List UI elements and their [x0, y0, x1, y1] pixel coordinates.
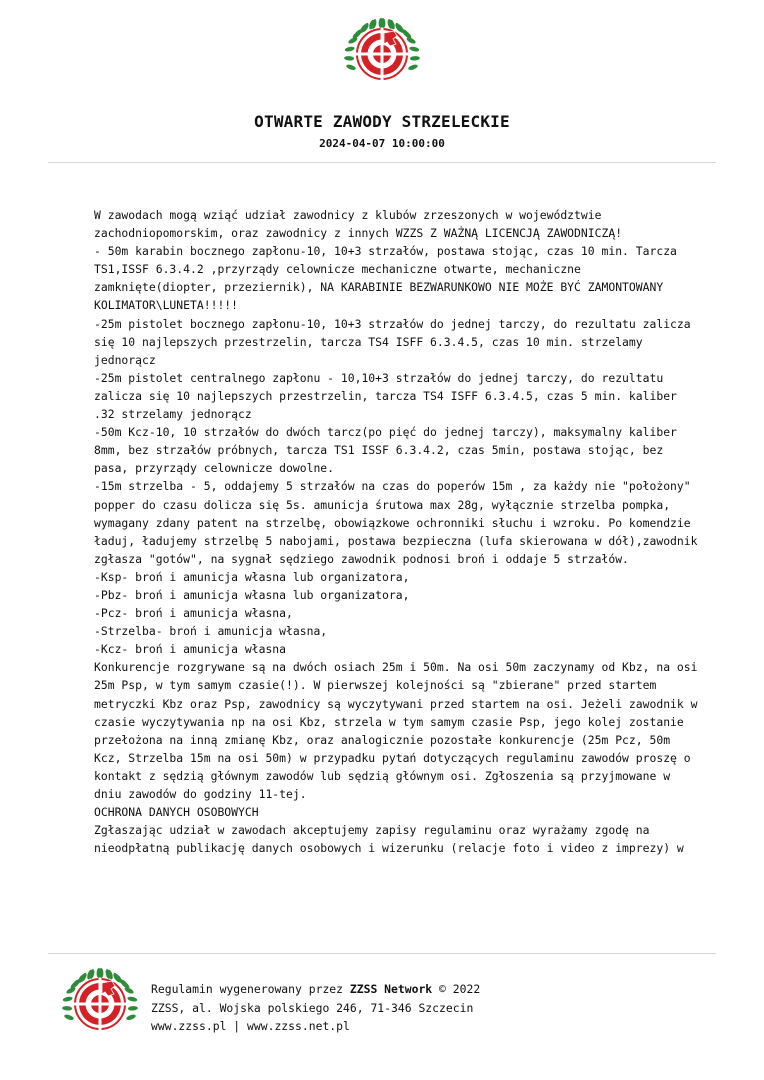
body-line: dniu zawodów do godziny 11-tej. [94, 787, 307, 801]
footer-generated-prefix: Regulamin wygenerowany przez [151, 982, 350, 996]
body-line: zgłasza "gotów", na sygnał sędziego zawodnik podnosi broń i oddaje 5 strzałów. [94, 551, 629, 566]
body-line: KOLIMATOR\LUNETA!!!!! [94, 298, 239, 313]
body-line: ładuj, ładujemy strzelbę 5 nabojami, postawa bezpieczna (lufa skierowana w dół),zawodnik [94, 533, 698, 548]
body-line: czasie wyczytywania np na osi Kbz, strzela w tym samym czasie Psp, jego kolej zostanie [94, 714, 684, 729]
wreath-leaf [408, 64, 419, 72]
footer-divider [48, 953, 716, 954]
body-line: zachodniopomorskim, oraz zawodnicy z innych WZZS Z WAŻNĄ LICENCJĄ ZAWODNICZĄ! [94, 226, 623, 241]
header-divider [48, 162, 716, 163]
body-line: wymagany zdany patent na strzelbę, obowiązkowe ochronniki słuchu i wzroku. Po komendzie [94, 515, 691, 530]
body-line: -Pbz- broń i amunicja własna lub organizatora, [94, 587, 410, 602]
body-line: 25m Psp, w tym samym czasie(!). W pierwszej kolejności są "zbierane" przed startem [94, 678, 657, 693]
body-line: -25m pistolet centralnego zapłonu - 10,10+3 strzałów do jednej tarczy, do rezultatu [94, 370, 664, 385]
wreath-leaf [127, 996, 138, 1002]
footer-info [151, 980, 480, 1036]
footer-link-separator: | [226, 1019, 248, 1033]
wreath-leaf [126, 1014, 137, 1022]
regulations-body [94, 206, 724, 857]
wreath-leaf [409, 46, 420, 52]
wreath-leaf [346, 64, 357, 72]
wreath-leaf [62, 996, 73, 1002]
wreath-leaf [344, 56, 354, 61]
footer-link-zzss-net-pl[interactable]: www.zzss.net.pl [247, 1019, 350, 1033]
body-line: W zawodach mogą wziąć udział zawodnicy z klubów zrzeszonych w województwie [94, 208, 602, 222]
body-line: -Ksp- broń i amunicja własna lub organizatora, [94, 569, 410, 584]
body-line: - 50m karabin bocznego zapłonu-10, 10+3 strzałów, postawa stojąc, czas 10 min. Tarcza [94, 244, 677, 259]
body-line: 8mm, bez strzałów próbnych, tarcza TS1 ISSF 6.3.4.2, czas 5min, postawa stojąc, bez [94, 443, 664, 458]
wreath-leaf [62, 1006, 72, 1011]
body-line: się 10 najlepszych przestrzelin, tarcza TS4 ISFF 6.3.4.5, czas 10 min. strzelamy [94, 334, 643, 349]
body-line: pasa, przyrządy celownicze dowolne. [94, 461, 335, 476]
zzss-logo-icon [340, 16, 424, 96]
footer-links [151, 1017, 480, 1036]
page-title: OTWARTE ZAWODY STRZELECKIE [254, 112, 510, 131]
footer-copyright: © 2022 [432, 982, 481, 996]
wreath-leaf [344, 46, 355, 52]
body-line: -Kcz- broń i amunicja własna [94, 642, 287, 657]
wreath-leaf [410, 56, 420, 61]
body-line: OCHRONA DANYCH OSOBOWYCH [94, 805, 259, 820]
body-line: .32 strzelamy jednorącz [94, 407, 252, 422]
body-line: zamknięte(diopter, przeziernik), NA KARABINIE BEZWARUNKOWO NIE MOŻE BYĆ ZAMONTOWANY [94, 280, 664, 295]
body-line: -50m Kcz-10, 10 strzałów do dwóch tarcz(po pięć do jednej tarczy), maksymalny kaliber [94, 425, 677, 440]
event-datetime: 2024-04-07 10:00:00 [319, 137, 445, 150]
body-line: Zgłaszając udział w zawodach akceptujemy zapisy regulaminu oraz wyrażamy zgodę na [94, 823, 650, 838]
body-line: Kcz, Strzelba 15m na osi 50m) w przypadku pytań dotyczących regulaminu zawodów proszę o [94, 750, 691, 765]
zzss-logo-icon [58, 964, 142, 1044]
body-line: kontakt z sędzią głównym zawodów lub sędzią głównym osi. Zgłoszenia są przyjmowane w [94, 768, 671, 783]
body-line: -25m pistolet bocznego zapłonu-10, 10+3 strzałów do jednej tarczy, do rezultatu zalicza [94, 316, 691, 331]
body-line: -Pcz- broń i amunicja własna, [94, 606, 293, 621]
body-line: jednorącz [94, 352, 156, 367]
body-line: metryczki Kbz oraz Psp, zawodnicy są wyczytywani przed startem na osi. Jeżeli zawodnik w [94, 696, 698, 711]
body-line: nieodpłatną publikację danych osobowych i wizerunku (relacje foto i video z imprezy) w [94, 841, 684, 856]
footer-brand: ZZSS Network [349, 982, 433, 996]
wreath-leaf [64, 1014, 75, 1022]
body-line: -Strzelba- broń i amunicja własna, [94, 624, 328, 639]
footer-generated-line [151, 980, 480, 999]
footer-link-zzss-pl[interactable]: www.zzss.pl [151, 1019, 227, 1033]
body-line: Konkurencje rozgrywane są na dwóch osiach 25m i 50m. Na osi 50m zaczynamy od Kbz, na osi [94, 660, 698, 675]
body-line: przełożona na inną zmianę Kbz, oraz analogicznie pozostałe konkurencje (25m Pcz, 50m [94, 732, 671, 747]
body-line: TS1,ISSF 6.3.4.2 ,przyrządy celownicze mechaniczne otwarte, mechaniczne [94, 262, 581, 277]
body-line: popper do czasu dolicza się 5s. amunicja śrutowa max 28g, wyłącznie strzelba pompka, [94, 497, 671, 512]
body-line: zalicza się 10 najlepszych przestrzelin, tarcza TS4 ISFF 6.3.4.5, czas 5 min. kaliber [94, 388, 677, 403]
body-line: -15m strzelba - 5, oddajemy 5 strzałów na czas do poperów 15m , za każdy nie "położony" [94, 479, 691, 494]
wreath-leaf [128, 1006, 138, 1011]
footer-address: ZZSS, al. Wojska polskiego 246, 71-346 Szczecin [151, 1000, 474, 1015]
